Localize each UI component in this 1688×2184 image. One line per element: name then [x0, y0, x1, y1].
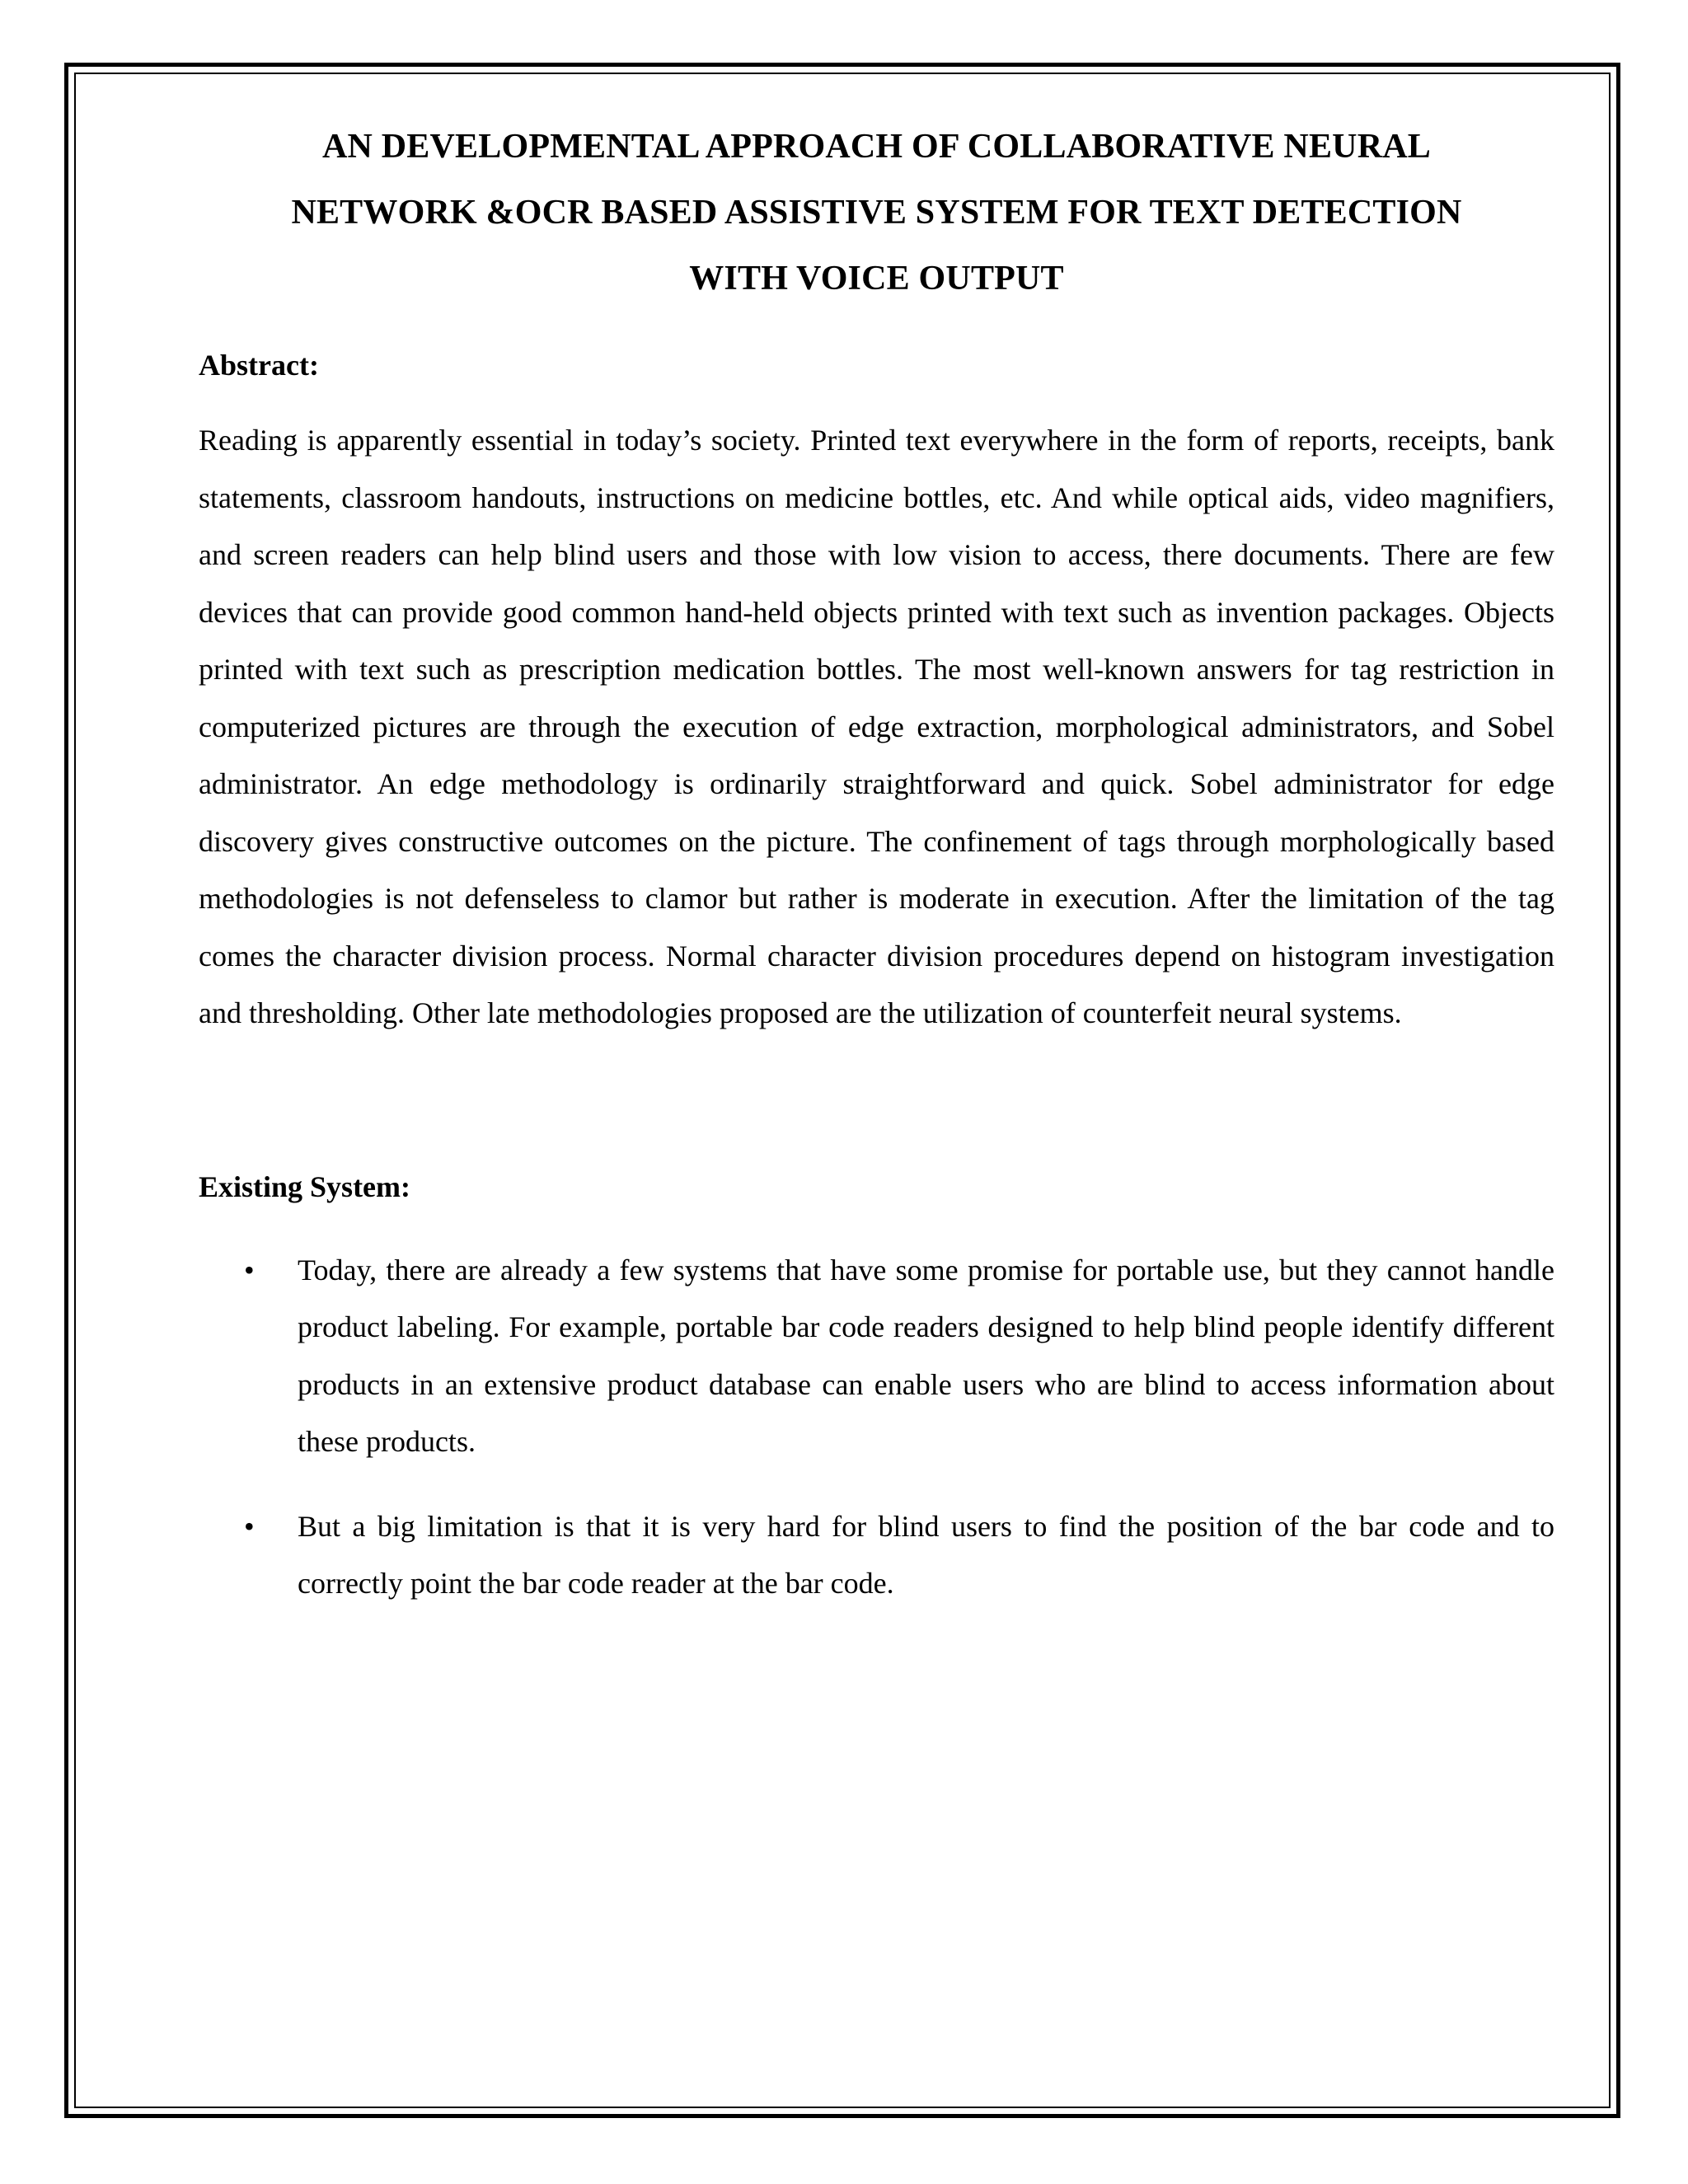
title-line-1: AN DEVELOPMENTAL APPROACH OF COLLABORATIVE NEURAL — [322, 128, 1431, 166]
bullet-icon: • — [244, 1253, 255, 1286]
title-line-2: NETWORK &OCR BASED ASSISTIVE SYSTEM FOR TEXT DETECTION — [291, 194, 1462, 232]
bullet-text: Today, there are already a few systems that have some promise for portable use, but they cannot handle product labeling. For example, portable bar code readers designed to help blind people identify different products in an extensive product database can enable users who are blind to access information about these products. — [298, 1253, 1554, 1458]
document-title — [199, 114, 1554, 312]
existing-system-heading: Existing System: — [199, 1169, 411, 1203]
document-content — [199, 114, 1554, 1640]
title-line-3: WITH VOICE OUTPUT — [689, 260, 1064, 298]
abstract-heading: Abstract: — [199, 349, 319, 382]
bullet-icon: • — [244, 1509, 255, 1543]
bullet-text: But a big limitation is that it is very hard for blind users to find the position of the bar code and to correctly point the bar code reader at the bar code. — [298, 1509, 1554, 1600]
existing-system-list — [199, 1242, 1554, 1613]
abstract-paragraph: Reading is apparently essential in today’s society. Printed text everywhere in the form of reports, receipts, bank statements, classroom handouts, instructions on medicine bottles, etc. And while optical aids, video magnifiers, and screen readers can help blind users and those with low vision to access, there documents. There are few devices that can provide good common hand-held objects printed with text such as invention packages. Objects printed with text such as prescription medication bottles. The most well-known answers for tag restriction in computerized pictures are through the execution of edge extraction, morphological administrators, and Sobel administrator. An edge methodology is ordinarily straightforward and quick. Sobel administrator for edge discovery gives constructive outcomes on the picture. The confinement of tags through morphologically based methodologies is not defenseless to clamor but rather is moderate in execution. After the limitation of the tag comes the character division process. Normal character division procedures depend on histogram investigation and thresholding. Other late methodologies proposed are the utilization of counterfeit neural systems. — [199, 424, 1554, 1029]
list-item — [199, 1498, 1554, 1613]
list-item — [199, 1242, 1554, 1471]
